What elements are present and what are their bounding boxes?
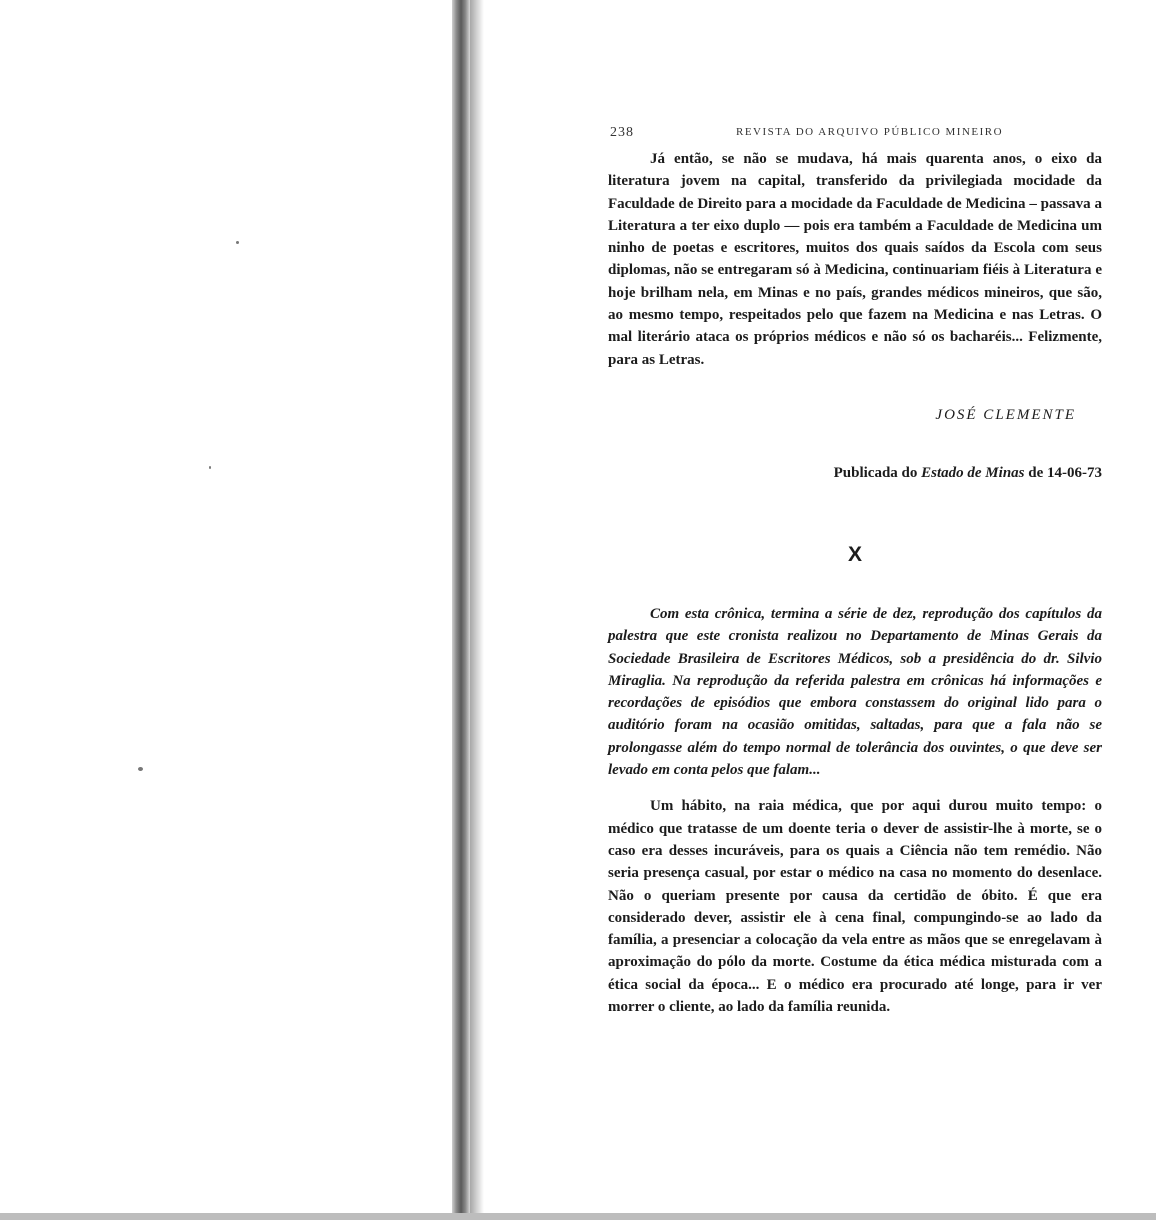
scan-bottom-edge <box>0 1213 1156 1220</box>
section-intro: Com esta crônica, termina a série de dez, reprodução dos capítulos da palestra que este cronista realizou no Departamento de Minas Gerais da Sociedade Brasileira de Escritores Médicos, sob a presidência do dr. Silvio Miraglia. Na reprodução da referida palestra em crônicas há informações e recordações de episódios que embora constassem do original lido para o auditório foram na ocasião omitidas, saltadas, para que a fala não se prolongasse além do tempo normal de tolerância dos ouvintes, o que deve ser levado em conta pelos que falam... <box>608 605 1102 779</box>
publication-prefix: Publicada do <box>833 464 922 481</box>
article-paragraph: Já então, se não se mudava, há mais quarenta anos, o eixo da literatura jovem na capital, transferido da privilegiada mocidade da Faculdade de Direito para a mocidade da Faculdade de Medicina – passava a Literatura a ter eixo duplo — pois era também a Faculdade de Medicina um ninho de poetas e escritores, muitos dos quais saídos da Escola com seus diplomas, não se entregaram só à Medicina, continuariam fiéis à Literatura e hoje brilham nela, em Minas e no país, grandes médicos mineiros, que são, ao mesmo tempo, respeitados pelo que fazem na Medicina e nas Letras. O mal literário ataca os próprios médicos e não só os bacharéis... Felizmente, para as Letras. <box>608 151 1102 368</box>
book-page <box>608 118 1102 1018</box>
publication-date: de 14-06-73 <box>1024 464 1102 481</box>
section-body: Um hábito, na raia médica, que por aqui durou muito tempo: o médico que tratasse de um doente teria o dever de assistir-lhe à morte, se o caso era desses incuráveis, para os quais a Ciência não tem remédio. Não seria presença casual, por estar o médico na casa no momento do desenlace. Não o queriam presente por causa da certidão de óbito. É que era considerado dever, assistir ele à cena final, compungindo-se ao lado da família, a presenciar a colocação da vela entre as mãos que se enregelavam à aproximação do pólo da morte. Costume da ética médica misturada com a ética social da época... E o médico era procurado até longe, para ir ver morrer o cliente, ao lado da família reunida. <box>608 798 1102 1016</box>
scan-speck <box>138 767 143 771</box>
running-head <box>608 118 1102 148</box>
section-numeral: X <box>847 542 862 566</box>
author-signature: JOSÉ CLEMENTE <box>935 406 1076 423</box>
gutter-shadow <box>470 0 484 1220</box>
journal-title: REVISTA DO ARQUIVO PÚBLICO MINEIRO <box>736 126 1004 138</box>
newspaper-name: Estado de Minas <box>921 464 1025 481</box>
book-spine <box>452 0 470 1220</box>
scan-speck <box>236 241 239 244</box>
scan-speck <box>209 466 211 469</box>
page-number: 238 <box>610 125 634 140</box>
publication-note <box>608 465 1102 482</box>
